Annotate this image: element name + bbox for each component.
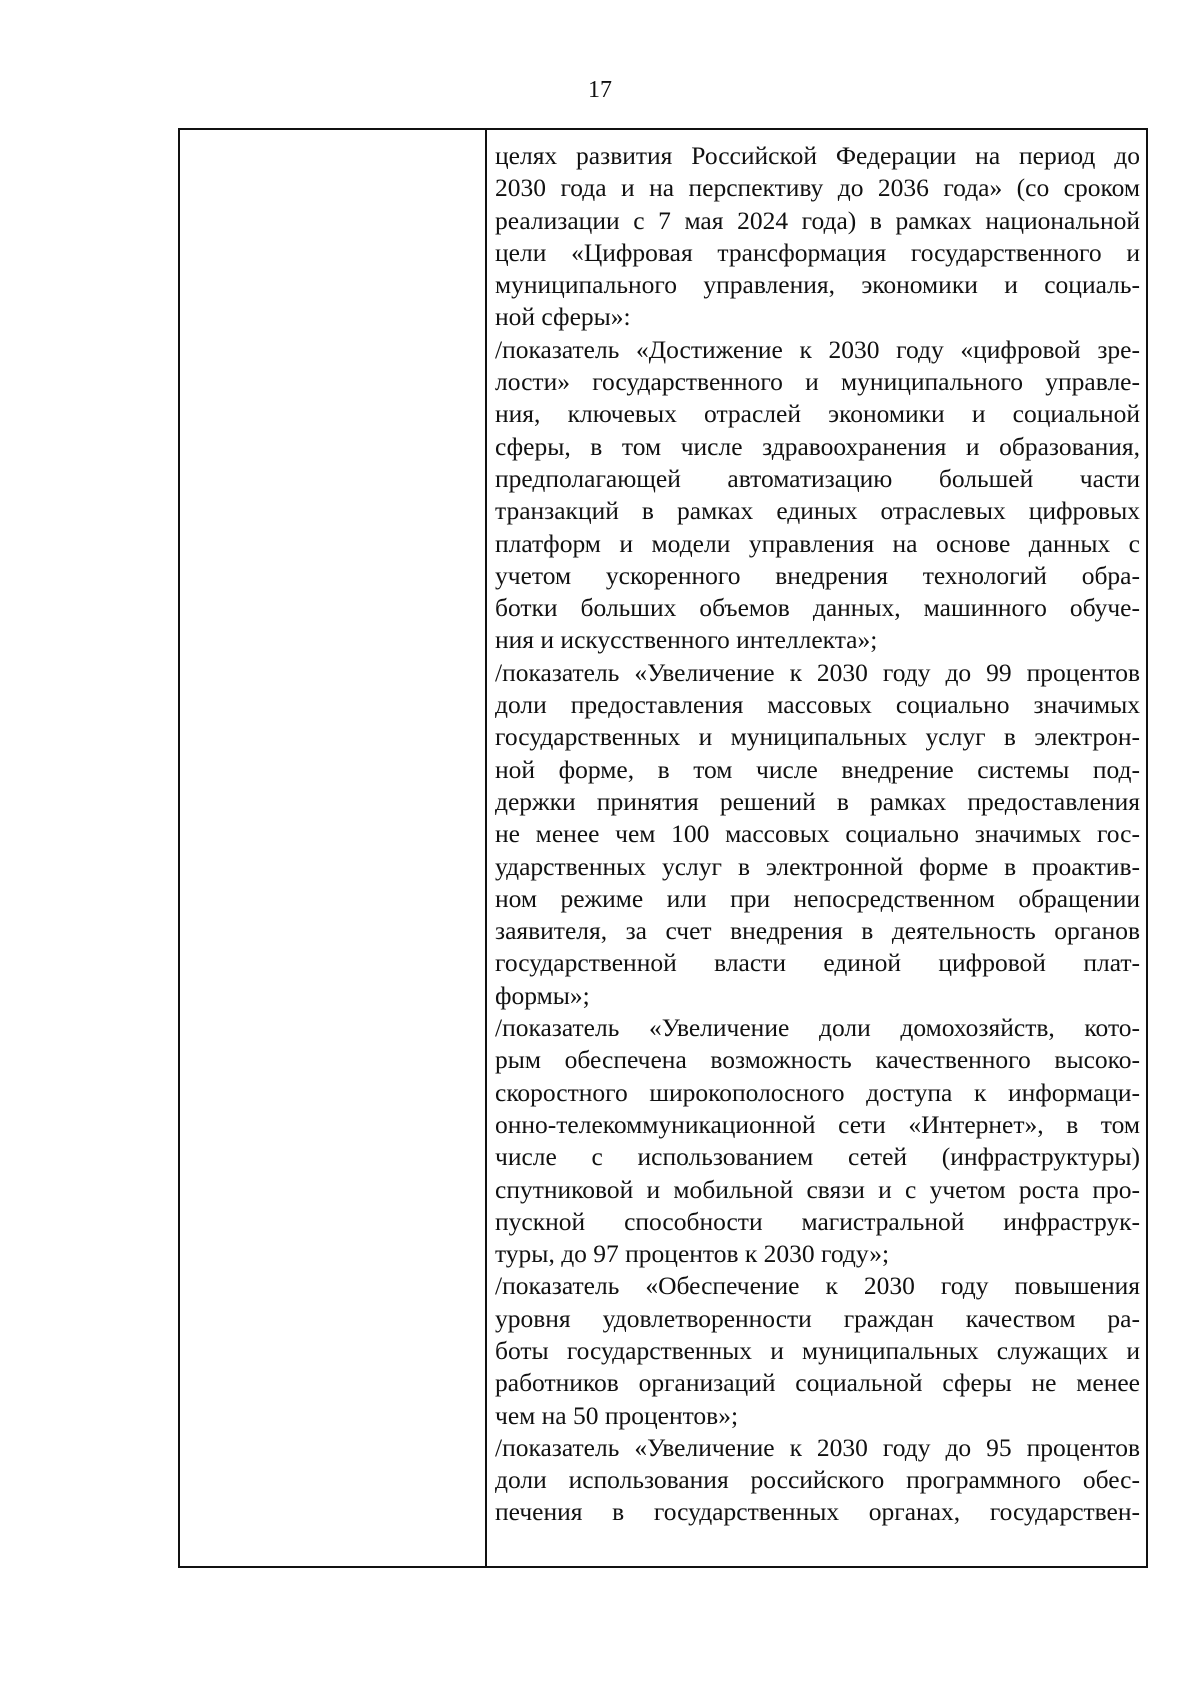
text-line: государственных и муниципальных услуг в электрон- — [495, 722, 1140, 752]
text-line: доли использования российского программного обес- — [495, 1465, 1140, 1495]
text-line: /показатель «Увеличение доли домохозяйств, кото- — [495, 1013, 1140, 1043]
text-line: лости» государственного и муниципального управле- — [495, 367, 1140, 397]
text-line: ударственных услуг в электронной форме в проактив- — [495, 851, 1140, 881]
text-line: платформ и модели управления на основе данных с — [495, 528, 1140, 558]
table-left-cell — [180, 130, 487, 1566]
text-line: онно-телекоммуникационной сети «Интернет», в том — [495, 1109, 1140, 1139]
text-line: сферы, в том числе здравоохранения и образования, — [495, 431, 1140, 461]
text-line: целях развития Российской Федерации на период до — [495, 141, 1140, 170]
text-line: рым обеспечена возможность качественного высоко- — [495, 1045, 1140, 1075]
text-line: спутниковой и мобильной связи и с учетом роста про- — [495, 1174, 1140, 1204]
text-line: муниципального управления, экономики и социаль- — [495, 270, 1140, 300]
text-line: ния, ключевых отраслей экономики и социальной — [495, 399, 1140, 429]
text-line: держки принятия решений в рамках предоставления — [495, 786, 1140, 816]
page-number: 17 — [588, 77, 612, 103]
text-line: печения в государственных органах, государствен- — [495, 1497, 1140, 1527]
text-line: ной сферы»: — [495, 302, 631, 332]
text-line: ботки больших объемов данных, машинного обуче- — [495, 593, 1140, 623]
text-line: реализации с 7 мая 2024 года) в рамках национальной — [495, 205, 1140, 235]
text-line: чем на 50 процентов»; — [495, 1400, 739, 1430]
table-right-cell — [487, 130, 1146, 1566]
text-line: не менее чем 100 массовых социально значимых гос- — [495, 819, 1140, 849]
text-line: цели «Цифровая трансформация государственного и — [495, 237, 1140, 267]
text-line: туры, до 97 процентов к 2030 году»; — [495, 1239, 890, 1269]
text-line: 2030 года и на перспективу до 2036 года» (со сроком — [495, 173, 1140, 203]
text-line: /показатель «Обеспечение к 2030 году повышения — [495, 1271, 1140, 1301]
text-line: скоростного широкополосного доступа к информаци- — [495, 1077, 1140, 1107]
text-line: заявителя, за счет внедрения в деятельность органов — [495, 916, 1140, 946]
text-line: ном режиме или при непосредственном обращении — [495, 883, 1140, 913]
text-line: боты государственных и муниципальных служащих и — [495, 1335, 1140, 1365]
text-line: государственной власти единой цифровой плат- — [495, 948, 1140, 978]
text-line: работников организаций социальной сферы не менее — [495, 1368, 1140, 1398]
text-line: транзакций в рамках единых отраслевых цифровых — [495, 496, 1140, 526]
text-line: /показатель «Увеличение к 2030 году до 95 процентов — [495, 1432, 1140, 1462]
text-line: формы»; — [495, 980, 590, 1010]
text-line: /показатель «Увеличение к 2030 году до 99 процентов — [495, 657, 1140, 687]
text-line: доли предоставления массовых социально значимых — [495, 690, 1140, 720]
text-line: учетом ускоренного внедрения технологий обра- — [495, 560, 1140, 590]
text-line: уровня удовлетворенности граждан качеством ра- — [495, 1303, 1140, 1333]
text-line: ния и искусственного интеллекта»; — [495, 625, 878, 655]
text-line: числе с использованием сетей (инфраструктуры) — [495, 1142, 1140, 1172]
document-table — [178, 128, 1148, 1568]
text-line: ной форме, в том числе внедрение системы под- — [495, 754, 1140, 784]
text-line: пускной способности магистральной инфраструк- — [495, 1206, 1140, 1236]
text-line: /показатель «Достижение к 2030 году «цифровой зре- — [495, 334, 1140, 364]
text-line: предполагающей автоматизацию большей части — [495, 463, 1140, 493]
